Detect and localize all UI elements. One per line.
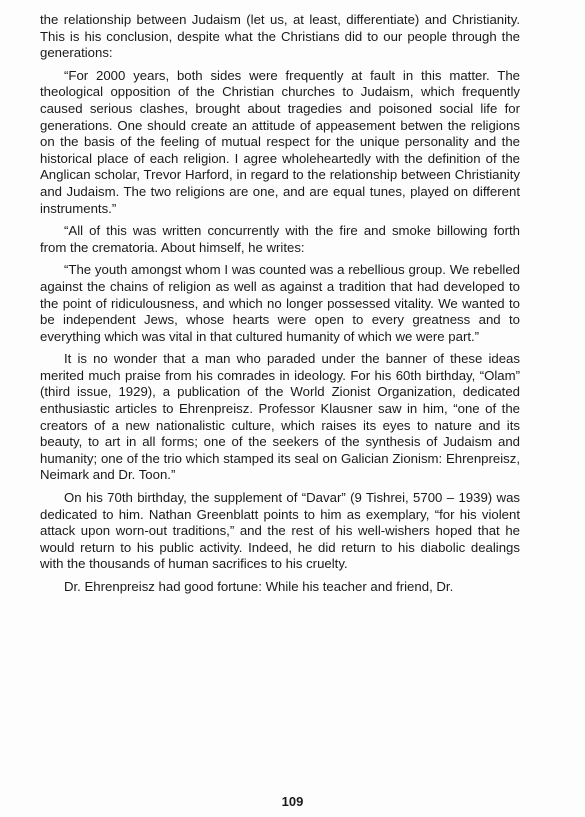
paragraph-6: On his 70th birthday, the supplement of “Davar” (9 Tishrei, 5700 – 1939) was dedicated to him. Nathan Greenblatt points to him as exemplary, “for his violent attack upon worn-out traditions,” and the rest of his well-wishers hoped that he would return to his public activity. Indeed, he did return to his diabolic dealings with the thousands of human sacrifices to his cruelty. [40, 490, 520, 572]
page-number: 109 [281, 794, 304, 809]
paragraph-3: “All of this was written concurrently with the fire and smoke billowing forth from the crematoria. About himself, he writes: [40, 223, 520, 255]
body-text [40, 12, 520, 602]
paragraph-4: “The youth amongst whom I was counted was a rebellious group. We rebelled against the chains of religion as well as against a tradition that had developed to the point of ridiculousness, and which no longer possessed vitality. We wanted to be independent Jews, whose hearts were open to every greatness and to everything which was vital in that cultured humanity of which we were part.” [40, 262, 520, 344]
paragraph-1: the relationship between Judaism (let us, at least, differentiate) and Christianity. This is his conclusion, despite what the Christians did to our people through the generations: [40, 12, 520, 61]
paragraph-7: Dr. Ehrenpreisz had good fortune: While his teacher and friend, Dr. [64, 579, 454, 594]
paragraph-2: “For 2000 years, both sides were frequently at fault in this matter. The theological opposition of the Christian churches to Judaism, which frequently caused serious clashes, brought about tragedies and poisoned social life for generations. One should create an attitude of appeasement betwen the religions on the basis of the feeling of mutual respect for the unique personality and the historical place of each religion. I agree wholeheartedly with the definition of the Anglican scholar, Trevor Harford, in regard to the relationship between Christianity and Judaism. The two religions are one, and are equal tunes, played on different instruments.” [40, 67, 520, 216]
paragraph-5: It is no wonder that a man who paraded under the banner of these ideas merited much praise from his comrades in ideology. For his 60th birthday, “Olam” (third issue, 1929), a publication of the World Zionist Organization, dedicated enthusiastic articles to Ehrenpreisz. Professor Klausner saw in him, “one of the creators of a new nationalistic culture, which raises its eyes to nature and its beauty, to art in all forms; one of the seekers of the synthesis of Judaism and humanity; one of the trio which stamped its seal on Galician Zionism: Ehrenpreisz, Neimark and Dr. Toon.” [40, 351, 520, 483]
